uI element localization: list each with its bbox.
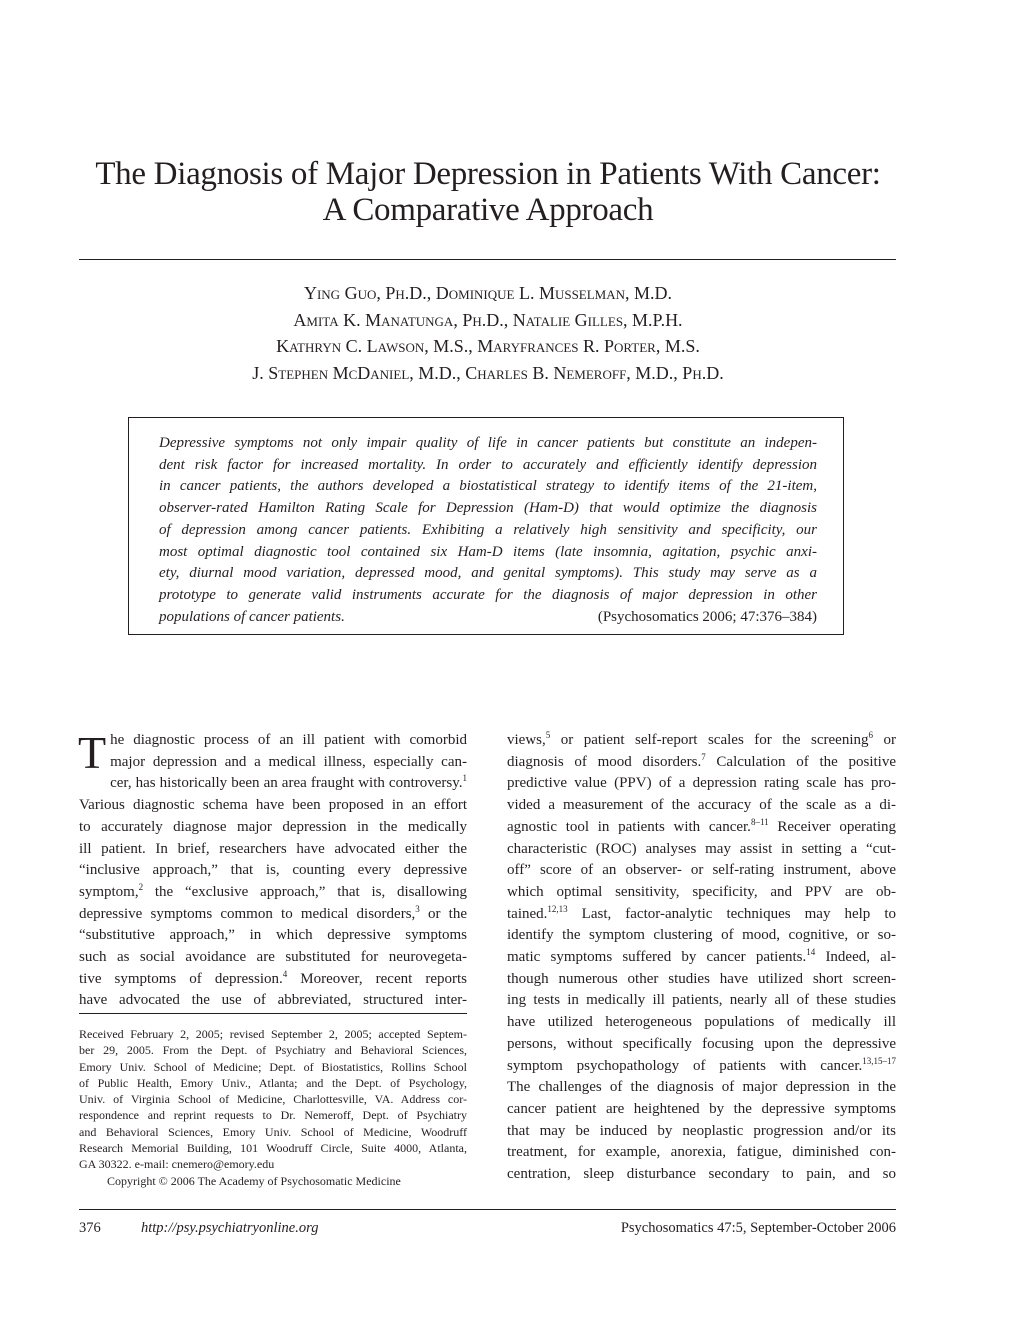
body-line: he diagnostic process of an ill patient with comorbid <box>110 732 467 748</box>
body-text: depressive symptoms common to medical disorders, <box>79 905 416 922</box>
page-number: 376 <box>79 1220 101 1236</box>
footnote-line: Research Memorial Building, 101 Woodruff Circle, Suite 4000, Atlanta, <box>79 1141 467 1156</box>
footnote-line: of Public Health, Emory Univ., Atlanta; and the Dept. of Psychology, <box>79 1075 467 1090</box>
body-line: vided a measurement of the accuracy of the scale as a di- <box>507 797 896 814</box>
body-text: or <box>873 732 896 748</box>
reference-superscript: 5 <box>545 730 551 740</box>
body-line: characteristic (ROC) analyses may assist in setting a “cut- <box>507 840 896 857</box>
body-line <box>79 882 467 904</box>
footnote-divider <box>79 1013 467 1014</box>
abstract-text <box>159 433 817 628</box>
body-line: centration, sleep disturbance secondary to pain, and so <box>507 1166 896 1183</box>
reference-superscript: 12,13 <box>547 903 568 914</box>
abstract-line-final-text: populations of cancer patients. <box>159 608 345 625</box>
body-text: Last, factor-analytic techniques may help to <box>567 905 896 922</box>
body-text: Indeed, al- <box>815 949 896 966</box>
body-line: ill patient. In brief, researchers have advocated either the <box>79 840 467 857</box>
body-text: views, <box>507 732 546 748</box>
body-text: symptom, <box>79 883 139 900</box>
body-line <box>79 773 467 795</box>
footnote-line: Univ. of Virginia School of Medicine, Charlottesville, VA. Address cor- <box>79 1092 467 1107</box>
copyright-notice: Copyright © 2006 The Academy of Psychosomatic Medicine <box>107 1173 401 1188</box>
body-column-right <box>507 730 896 1186</box>
footnote-line: Emory Univ. School of Medicine; Dept. of Biostatistics, Rollins School <box>79 1059 467 1074</box>
body-text: or the <box>419 905 467 922</box>
body-line: “substitutive approach,” in which depressive symptoms <box>79 927 467 944</box>
footnote-line: ber 29, 2005. From the Dept. of Psychiatry and Behavioral Sciences, <box>79 1043 467 1058</box>
body-line <box>507 904 896 926</box>
footnote-line: Received February 2, 2005; revised September 2, 2005; accepted Septem- <box>79 1027 467 1041</box>
abstract-line: dent risk factor for increased mortality. In order to accurately and efficiently identify depression <box>159 456 817 473</box>
reference-superscript: 1 <box>462 773 467 784</box>
body-text: Moreover, recent reports <box>287 970 467 987</box>
body-line: to accurately diagnose major depression in the medically <box>79 818 467 835</box>
reference-superscript: 14 <box>806 947 816 958</box>
title-line-1: The Diagnosis of Major Depression in Patients With Cancer: <box>95 156 881 192</box>
title-divider <box>79 259 896 260</box>
body-line <box>507 817 896 839</box>
article-footnote <box>79 1026 467 1189</box>
footnote-line: GA 30322. e-mail: cnemero@emory.edu <box>79 1157 275 1172</box>
body-line <box>507 730 896 752</box>
body-text: or patient self-report scales for the screening <box>550 732 869 748</box>
reference-superscript: 3 <box>415 903 420 914</box>
body-line: The challenges of the diagnosis of major depression in the <box>507 1079 896 1096</box>
body-text: symptom psychopathology of patients with cancer. <box>507 1057 863 1074</box>
abstract-line: Depressive symptoms not only impair quality of life in cancer patients but constitute an indepen- <box>159 435 817 451</box>
journal-url-link[interactable]: http://psy.psychiatryonline.org <box>141 1220 319 1236</box>
author-line: Ying Guo, Ph.D., Dominique L. Musselman, M.D. <box>303 283 673 303</box>
body-text: the “exclusive approach,” that is, disallowing <box>143 883 467 900</box>
body-line <box>507 752 896 774</box>
body-line: which optimal sensitivity, specificity, and PPV are ob- <box>507 883 896 900</box>
body-text: agnostic tool in patients with cancer. <box>507 818 751 835</box>
footer-divider <box>79 1209 896 1210</box>
body-text: tained. <box>507 905 548 922</box>
abstract-box <box>128 417 844 635</box>
drop-cap: T <box>78 727 107 778</box>
journal-issue: Psychosomatics 47:5, September-October 2006 <box>620 1220 896 1236</box>
body-line <box>79 904 467 926</box>
abstract-line: prototype to generate valid instruments accurate for the diagnosis of major depression in other <box>159 586 817 603</box>
body-line <box>507 947 896 969</box>
body-line: Various diagnostic schema have been proposed in an effort <box>79 797 467 814</box>
body-line: that may be induced by neoplastic progression and/or its <box>507 1122 896 1139</box>
body-line: have advocated the use of abbreviated, structured inter- <box>79 992 467 1009</box>
reference-superscript: 4 <box>282 968 288 979</box>
reference-superscript: 13,15–17 <box>862 1055 896 1066</box>
reference-superscript: 7 <box>701 751 706 762</box>
reference-superscript: 8–11 <box>750 816 769 827</box>
body-text: matic symptoms suffered by cancer patients. <box>507 949 807 966</box>
body-text: tive symptoms of depression. <box>79 970 283 987</box>
body-line: off” score of an observer- or self-rating instrument, above <box>507 862 896 879</box>
abstract-line: of depression among cancer patients. Exhibiting a relatively high sensitivity and specificity, our <box>159 521 817 538</box>
abstract-line: most optimal diagnostic tool contained six Ham-D items (late insomnia, agitation, psychic anxi- <box>159 543 817 560</box>
abstract-line: in cancer patients, the authors developed a biostatistical strategy to identify items of the 21-item, <box>159 478 817 495</box>
abstract-line: observer-rated Hamilton Rating Scale for Depression (Ham-D) that would optimize the diagnosis <box>159 500 817 517</box>
footnote-line: and Behavioral Sciences, Emory Univ. School of Medicine, Woodruff <box>79 1124 467 1139</box>
body-line: persons, without specifically focusing upon the depressive <box>507 1035 896 1052</box>
body-text: Calculation of the positive <box>705 753 896 770</box>
body-line: predictive value (PPV) of a depression rating scale has pro- <box>507 775 896 792</box>
body-line: identify the symptom clustering of mood, cognitive, or so- <box>507 927 896 944</box>
abstract-citation: (Psychosomatics 2006; 47:376–384) <box>597 608 817 625</box>
article-title <box>60 156 916 228</box>
author-line: J. Stephen McDaniel, M.D., Charles B. Nemeroff, M.D., Ph.D. <box>252 362 724 383</box>
body-line <box>79 969 467 991</box>
author-list <box>60 280 916 386</box>
footnote-line: respondence and reprint requests to Dr. Nemeroff, Dept. of Psychiatry <box>79 1108 467 1123</box>
body-line: though numerous other studies have utilized short screen- <box>507 970 896 987</box>
body-line <box>507 1056 896 1078</box>
body-line: have utilized heterogeneous populations of medically ill <box>507 1014 896 1031</box>
body-line: such as social avoidance are substituted for neurovegeta- <box>79 949 467 966</box>
body-line: treatment, for example, anorexia, fatigue, diminished con- <box>507 1144 896 1161</box>
reference-superscript: 2 <box>138 881 144 892</box>
body-column-left <box>78 727 467 1012</box>
body-line: ing tests in medically ill patients, nearly all of these studies <box>507 992 896 1009</box>
body-line: major depression and a medical illness, especially can- <box>110 753 467 770</box>
reference-superscript: 6 <box>868 730 874 740</box>
body-line: cancer patient are heightened by the depressive symptoms <box>507 1100 896 1117</box>
body-text: diagnosis of mood disorders. <box>507 753 702 770</box>
body-text: Receiver operating <box>768 818 896 835</box>
abstract-line: ety, diurnal mood variation, depressed mood, and genital symptoms). This study may serve as a <box>159 565 817 582</box>
author-line: Amita K. Manatunga, Ph.D., Natalie Gilles, M.P.H. <box>293 309 683 330</box>
author-line: Kathryn C. Lawson, M.S., Maryfrances R. Porter, M.S. <box>276 336 700 356</box>
body-text: cer, has historically been an area fraught with controversy. <box>110 775 463 792</box>
body-line: “inclusive approach,” that is, counting every depressive <box>79 862 467 879</box>
title-line-2: A Comparative Approach <box>322 192 654 228</box>
abstract-line-last <box>159 607 817 629</box>
